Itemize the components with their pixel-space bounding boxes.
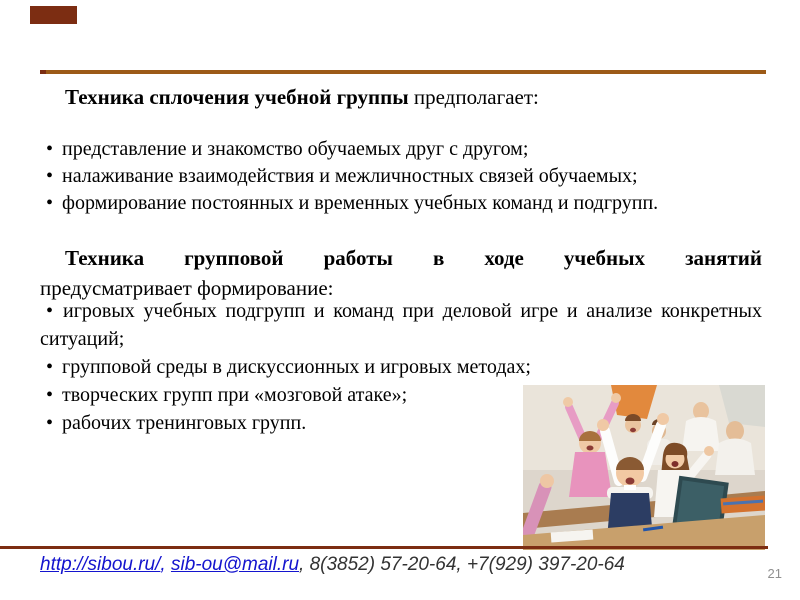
footer-website-link[interactable]: http://sibou.ru/ <box>40 554 161 575</box>
list-item-text: групповой среды в дискуссионных и игровых методах; <box>62 356 531 378</box>
bullet-marker: • <box>46 356 54 378</box>
list-item-text: представление и знакомство обучаемых друг с другом; <box>62 138 529 160</box>
slide-title-bold: Техника сплочения учебной группы <box>65 85 409 109</box>
list-item-text: творческих групп при «мозговой атаке»; <box>62 384 408 406</box>
intro-bullet-list <box>40 136 764 217</box>
page-number: 21 <box>767 566 782 581</box>
footer-contacts <box>40 552 764 578</box>
bullet-marker: • <box>46 165 54 187</box>
bullet-marker: • <box>46 384 54 406</box>
classroom-children-photo <box>523 385 765 550</box>
list-item-text: формирование постоянных и временных учебных команд и подгрупп. <box>62 192 659 214</box>
slide-title <box>40 84 764 111</box>
list-item <box>40 353 762 381</box>
list-item <box>40 297 762 353</box>
section2-heading-rest: предусматривает формирование: <box>40 276 334 300</box>
footer-phone-numbers: , 8(3852) 57-20-64, +7(929) 397-20-64 <box>299 554 625 575</box>
footer-divider-line <box>0 546 768 549</box>
bullet-marker: • <box>46 300 54 322</box>
footer-email-link[interactable]: sib-ou@mail.ru <box>170 554 300 575</box>
list-item-text: налаживание взаимодействия и межличностных связей обучаемых; <box>62 165 638 187</box>
section2-heading <box>40 243 762 303</box>
section2-heading-bold-line: Техника групповой работы в ходе учебных занятий <box>65 246 762 270</box>
list-item <box>40 163 764 190</box>
list-item <box>40 136 764 163</box>
list-item-text: игровых учебных подгрупп и команд при деловой игре и анализе конкретных ситуаций; <box>40 300 762 350</box>
bullet-marker: • <box>46 192 54 214</box>
bullet-marker: • <box>46 412 54 434</box>
footer-separator: , <box>160 554 171 575</box>
top-divider-line-tip <box>40 70 46 74</box>
list-item-text: рабочих тренинговых групп. <box>62 412 307 434</box>
top-divider-line <box>40 70 766 74</box>
slide-title-rest: предполагает: <box>408 85 539 109</box>
list-item <box>40 190 764 217</box>
corner-accent-rect <box>30 6 77 24</box>
bullet-marker: • <box>46 138 54 160</box>
